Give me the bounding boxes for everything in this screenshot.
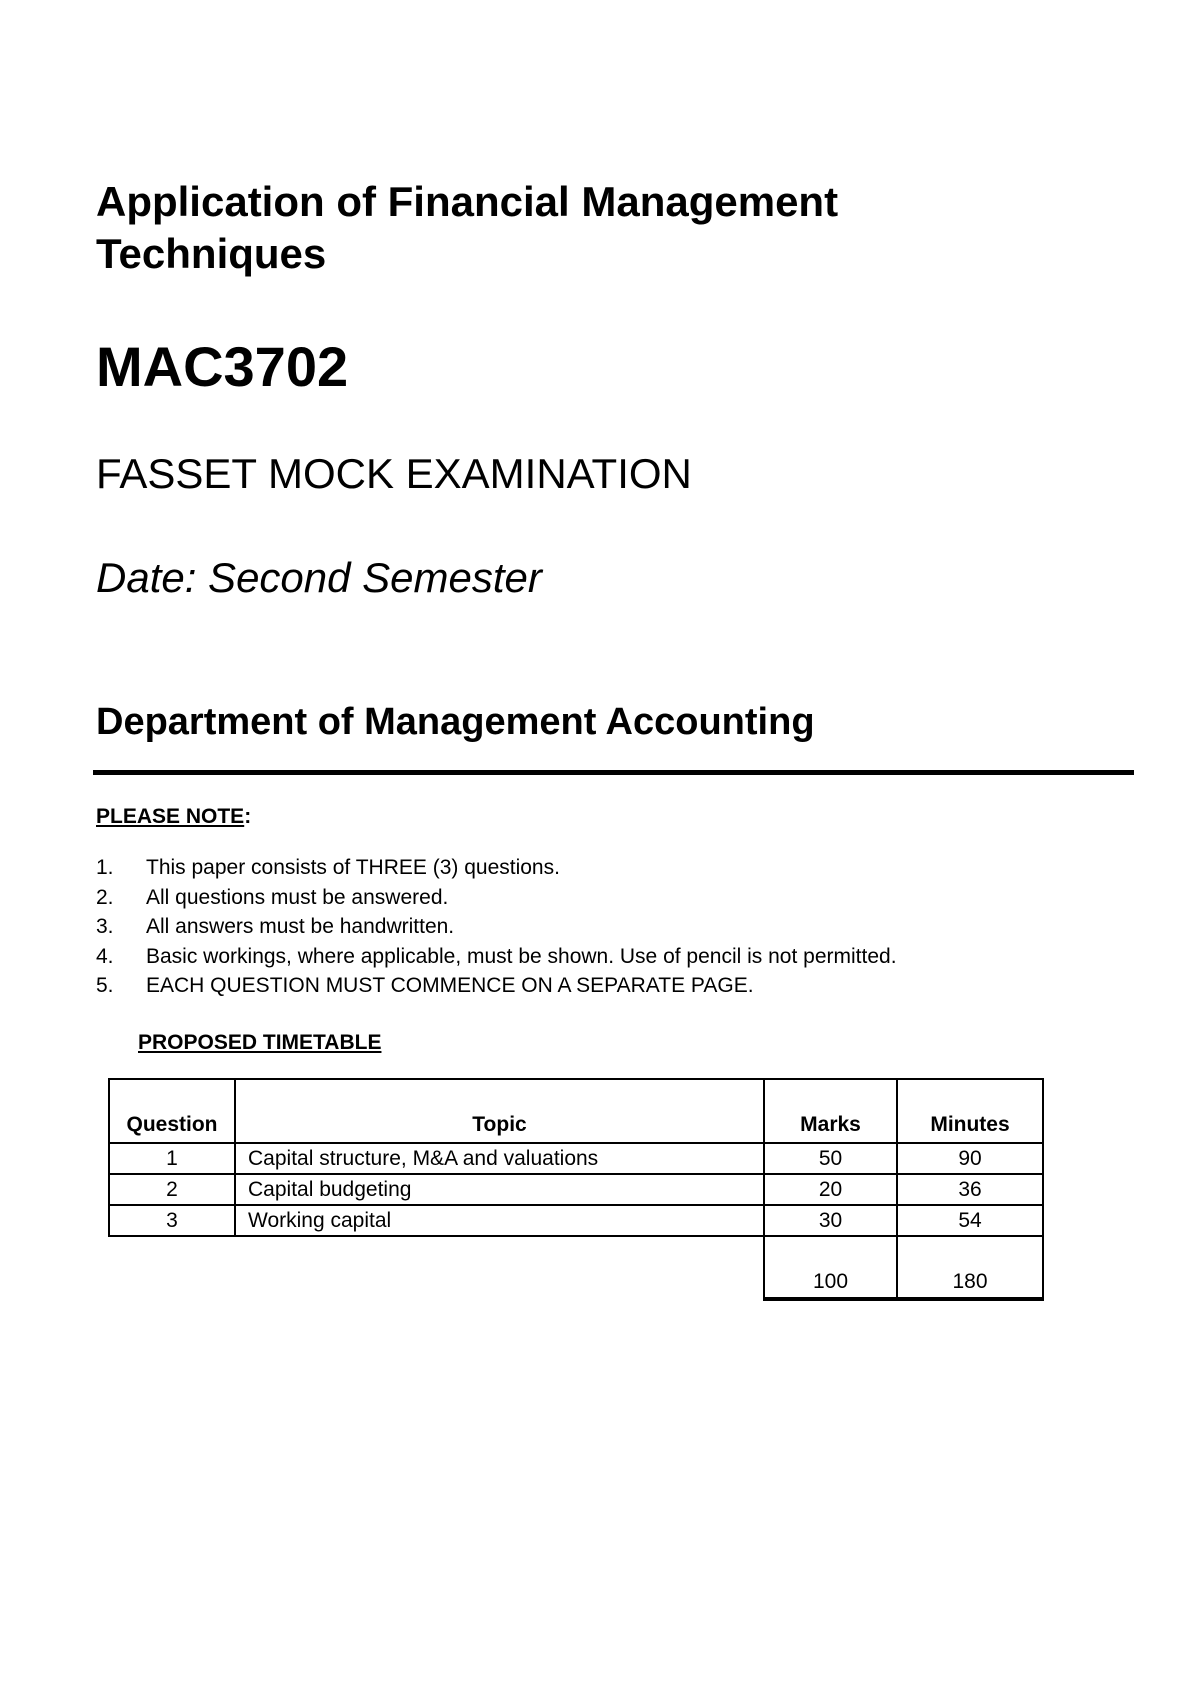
total-row (109, 1236, 1043, 1299)
exam-name: FASSET MOCK EXAMINATION (96, 450, 692, 497)
note-text: EACH QUESTION MUST COMMENCE ON A SEPARATE PAGE. (146, 974, 754, 997)
note-item (96, 853, 897, 883)
table-row (109, 1174, 1043, 1205)
please-note-heading (96, 804, 251, 830)
question-cell: 2 (109, 1174, 235, 1205)
notes-list (96, 853, 897, 1001)
table-row (109, 1143, 1043, 1174)
exam-date: Date: Second Semester (96, 554, 542, 601)
topic-cell: Capital structure, M&A and valuations (235, 1143, 764, 1174)
marks-cell: 20 (764, 1174, 897, 1205)
department-name: Department of Management Accounting (96, 701, 815, 743)
marks-cell: 50 (764, 1143, 897, 1174)
note-number: 1. (96, 856, 114, 879)
note-number: 2. (96, 885, 114, 909)
timetable-heading: PROPOSED TIMETABLE (138, 1031, 382, 1054)
total-minutes-cell: 180 (897, 1236, 1043, 1299)
table-row (109, 1205, 1043, 1236)
please-note-colon: : (244, 805, 252, 828)
note-text: This paper consists of THREE (3) questions. (146, 856, 560, 879)
minutes-cell: 54 (897, 1205, 1043, 1236)
timetable-table (108, 1078, 1044, 1301)
column-header-minutes: Minutes (897, 1079, 1043, 1143)
minutes-cell: 36 (897, 1174, 1043, 1205)
marks-cell: 30 (764, 1205, 897, 1236)
question-cell: 1 (109, 1143, 235, 1174)
horizontal-rule (93, 770, 1134, 775)
total-marks-cell: 100 (764, 1236, 897, 1299)
minutes-cell: 90 (897, 1143, 1043, 1174)
topic-cell: Capital budgeting (235, 1174, 764, 1205)
blank-cell (235, 1236, 764, 1299)
course-code: MAC3702 (96, 335, 349, 398)
note-text: Basic workings, where applicable, must be shown. Use of pencil is not permitted. (146, 944, 897, 968)
note-text: All answers must be handwritten. (146, 915, 455, 938)
blank-cell (109, 1236, 235, 1299)
table-header-row (109, 1079, 1043, 1143)
column-header-question: Question (109, 1079, 235, 1143)
note-item (96, 971, 897, 1001)
note-number: 5. (96, 974, 114, 997)
note-item (96, 883, 897, 913)
question-cell: 3 (109, 1205, 235, 1236)
column-header-marks: Marks (764, 1079, 897, 1143)
topic-cell: Working capital (235, 1205, 764, 1236)
please-note-label: PLEASE NOTE (96, 805, 245, 828)
note-item (96, 942, 897, 972)
note-text: All questions must be answered. (146, 885, 449, 909)
note-number: 4. (96, 944, 114, 968)
column-header-topic: Topic (235, 1079, 764, 1143)
course-title: Application of Financial Management Techniques (96, 178, 839, 277)
note-number: 3. (96, 915, 114, 938)
note-item (96, 912, 897, 942)
